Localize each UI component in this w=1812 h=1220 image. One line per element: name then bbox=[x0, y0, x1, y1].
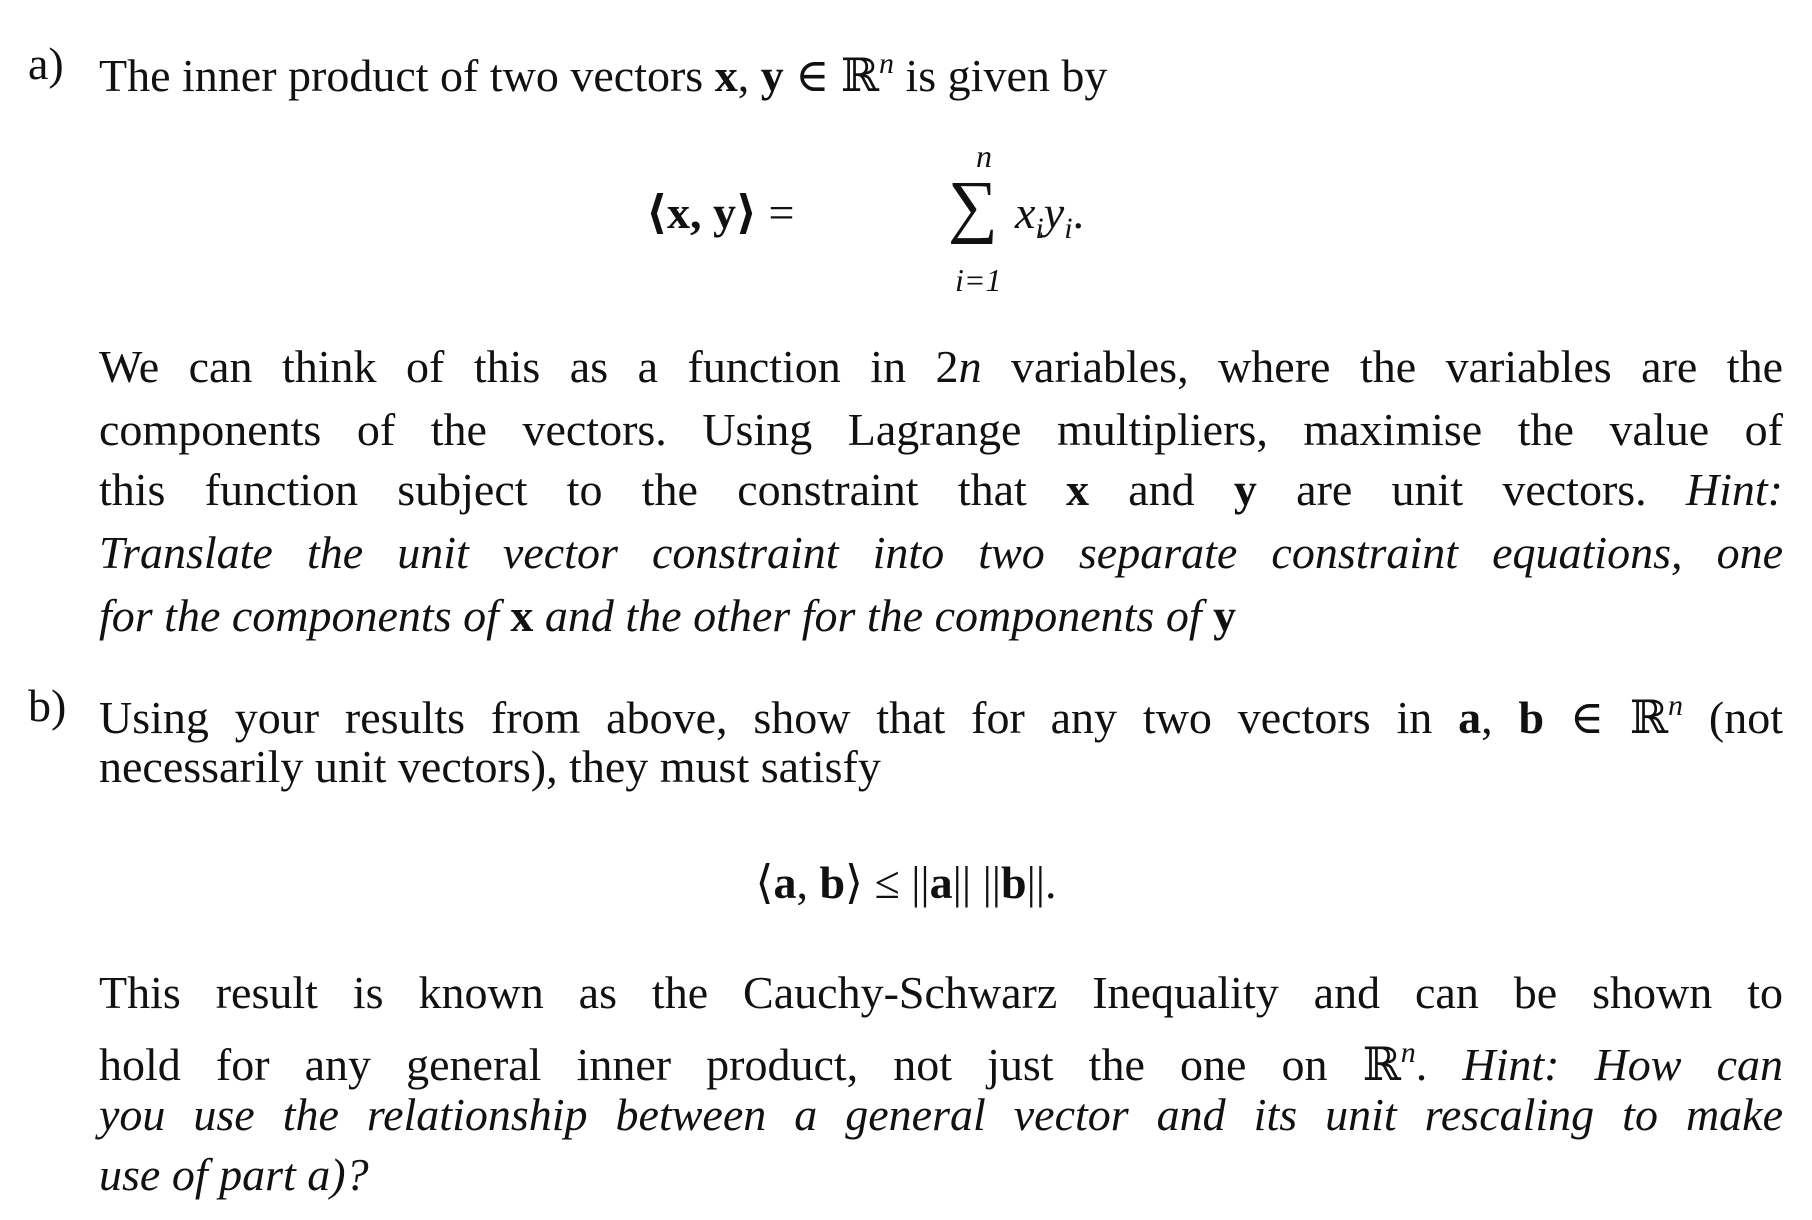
text-run: ∈ ℝ bbox=[1544, 692, 1669, 743]
text-line bbox=[99, 525, 1783, 581]
text-run: ∈ ℝ bbox=[783, 50, 879, 101]
text-run: you use the relationship between a general vector and its unit rescaling to make bbox=[99, 1089, 1783, 1140]
text-line bbox=[99, 36, 1783, 104]
text-line bbox=[99, 678, 1783, 746]
text-run: ||. bbox=[1026, 857, 1057, 908]
bold-symbol: y bbox=[1233, 464, 1257, 515]
text-run: We can think of this as a function in 2 bbox=[99, 341, 959, 392]
text-line bbox=[99, 739, 1783, 795]
text-line bbox=[99, 965, 1783, 1021]
text-run: Translate the unit vector constraint into two separate constraint equations, one bbox=[99, 527, 1783, 578]
bold-symbol: y bbox=[760, 50, 784, 101]
superscript: n bbox=[1400, 1036, 1416, 1069]
text-run: necessarily unit vectors), they must satisfy bbox=[99, 741, 881, 792]
bold-symbol: x bbox=[714, 50, 738, 101]
text-run: Using your results from above, show that for any two vectors in bbox=[99, 692, 1459, 743]
bold-symbol: y bbox=[1213, 590, 1237, 641]
text-run: and the other for the components of bbox=[533, 590, 1214, 641]
text-line bbox=[99, 462, 1783, 518]
cauchy-schwarz-formula bbox=[0, 855, 1812, 911]
bold-symbol: a bbox=[773, 857, 797, 908]
text-run: Hint: How can bbox=[1462, 1039, 1783, 1090]
text-line bbox=[99, 588, 1783, 644]
text-run: this function subject to the constraint that bbox=[99, 464, 1067, 515]
sum-lower-limit: i=1 bbox=[955, 262, 1002, 298]
text-run: The inner product of two vectors bbox=[99, 50, 715, 101]
superscript: n bbox=[878, 47, 894, 80]
formula-lhs: ⟨x, y⟩ = bbox=[646, 187, 795, 238]
text-line bbox=[99, 339, 1783, 395]
text-run: . bbox=[1415, 1039, 1463, 1090]
y-var: y bbox=[1043, 187, 1065, 238]
text-run: use of part a)? bbox=[99, 1149, 369, 1200]
bold-symbol: a bbox=[929, 857, 953, 908]
period: . bbox=[1072, 187, 1085, 238]
text-run: || || bbox=[952, 857, 1001, 908]
text-line bbox=[99, 1087, 1783, 1143]
text-run: hold for any general inner product, not just the one on ℝ bbox=[99, 1039, 1401, 1090]
formula-term bbox=[1015, 185, 1084, 257]
sum-symbol: ∑ bbox=[948, 168, 998, 245]
bold-symbol: b bbox=[1518, 692, 1545, 743]
text-run: , bbox=[796, 857, 820, 908]
text-run: variables, where the variables are the bbox=[981, 341, 1783, 392]
text-run: and bbox=[1089, 464, 1234, 515]
text-run: is given by bbox=[893, 50, 1108, 101]
text-run: are unit vectors. bbox=[1256, 464, 1686, 515]
bold-symbol: b bbox=[1001, 857, 1027, 908]
bold-symbol: b bbox=[819, 857, 846, 908]
bold-symbol: x bbox=[510, 590, 534, 641]
text-run: Hint: bbox=[1685, 464, 1784, 515]
part-b-label: b) bbox=[28, 680, 67, 731]
text-run: for the components of bbox=[99, 590, 511, 641]
text-line bbox=[99, 1147, 1783, 1203]
subscript: i bbox=[1064, 212, 1073, 245]
text-line bbox=[99, 1025, 1783, 1093]
text-run: ⟩ ≤ || bbox=[845, 857, 930, 908]
text-run: ⟨ bbox=[755, 857, 774, 908]
text-run: , bbox=[737, 50, 761, 101]
bold-symbol: x bbox=[1066, 464, 1090, 515]
part-a-label: a) bbox=[28, 38, 64, 89]
text-run: n bbox=[958, 341, 982, 392]
text-run: (not bbox=[1683, 692, 1783, 743]
sum-upper-limit: n bbox=[976, 138, 992, 174]
subscript: i bbox=[1035, 212, 1044, 245]
superscript: n bbox=[1668, 689, 1684, 722]
text-run: This result is known as the Cauchy-Schwarz Inequality and can be shown to bbox=[99, 967, 1783, 1018]
text-run: components of the vectors. Using Lagrange multipliers, maximise the value of bbox=[99, 404, 1783, 455]
text-line bbox=[99, 402, 1783, 458]
bold-symbol: a bbox=[1458, 692, 1482, 743]
text-run: , bbox=[1481, 692, 1519, 743]
x-var: x bbox=[1015, 187, 1036, 238]
